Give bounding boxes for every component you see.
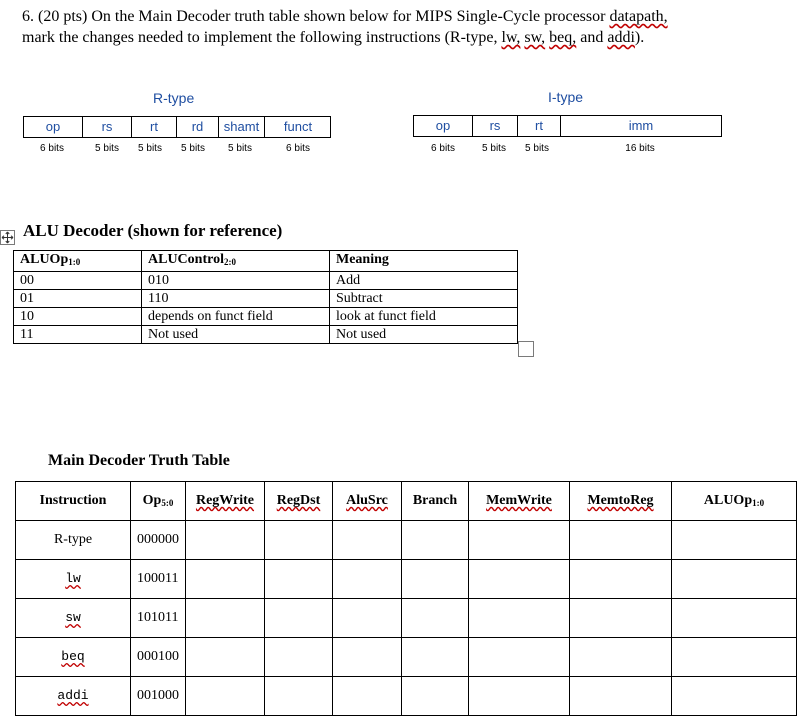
itype-field-rs: rs — [489, 118, 501, 133]
memwrite-cell[interactable] — [469, 599, 570, 638]
table-row — [14, 272, 518, 290]
opcode-cell: 100011 — [131, 560, 186, 599]
question-points: (20 pts) — [38, 8, 88, 25]
rtype-bits-rd: 5 bits — [181, 143, 205, 154]
regwrite-cell[interactable] — [186, 521, 265, 560]
memwrite-cell[interactable] — [469, 677, 570, 716]
regdst-cell[interactable] — [265, 521, 333, 560]
question-line1-text: On the Main Decoder truth table shown below for MIPS Single-Cycle processor — [91, 8, 606, 25]
memtoreg-cell[interactable] — [570, 677, 672, 716]
rtype-bits-rt: 5 bits — [138, 143, 162, 154]
itype-bits-rs: 5 bits — [482, 143, 506, 154]
alu-cell: 110 — [142, 290, 330, 308]
aluop-cell[interactable] — [672, 638, 797, 677]
regwrite-cell[interactable] — [186, 638, 265, 677]
instr-lw: lw, — [501, 29, 521, 46]
alu-cell: look at funct field — [330, 308, 518, 326]
rtype-bits-op: 6 bits — [40, 143, 64, 154]
alu-header-row — [14, 251, 518, 272]
rtype-bits-funct: 6 bits — [286, 143, 310, 154]
regdst-cell[interactable] — [265, 599, 333, 638]
regwrite-cell[interactable] — [186, 677, 265, 716]
rtype-field-shamt: shamt — [223, 119, 260, 134]
alusrc-cell[interactable] — [333, 599, 402, 638]
question-line2-text: mark the changes needed to implement the following instructions (R-type, — [22, 29, 498, 46]
alu-cell: Add — [330, 272, 518, 290]
table-row — [14, 290, 518, 308]
branch-cell[interactable] — [402, 677, 469, 716]
alusrc-cell[interactable] — [333, 677, 402, 716]
opcode-cell: 000000 — [131, 521, 186, 560]
aluop-cell[interactable] — [672, 677, 797, 716]
alu-cell: 10 — [14, 308, 142, 326]
itype-field-rt: rt — [535, 118, 543, 133]
table-row — [16, 599, 797, 638]
regdst-cell[interactable] — [265, 677, 333, 716]
instr-addi: addi — [607, 29, 635, 46]
rtype-field-funct: funct — [283, 119, 313, 134]
header-regdst: RegDst — [265, 482, 333, 521]
alu-cell: 11 — [14, 326, 142, 344]
regwrite-cell[interactable] — [186, 599, 265, 638]
instruction-cell: beq — [16, 638, 131, 677]
alu-decoder-table — [13, 250, 518, 344]
alusrc-cell[interactable] — [333, 638, 402, 677]
branch-cell[interactable] — [402, 560, 469, 599]
instr-beq: beq, — [549, 29, 577, 46]
memwrite-cell[interactable] — [469, 638, 570, 677]
opcode-cell: 101011 — [131, 599, 186, 638]
alu-cell: depends on funct field — [142, 308, 330, 326]
itype-bits-op: 6 bits — [431, 143, 455, 154]
regwrite-cell[interactable] — [186, 560, 265, 599]
aluop-cell[interactable] — [672, 560, 797, 599]
main-decoder-table — [15, 481, 797, 716]
table-row — [16, 677, 797, 716]
alu-cell: 01 — [14, 290, 142, 308]
memwrite-cell[interactable] — [469, 521, 570, 560]
alu-header-meaning: Meaning — [330, 251, 518, 272]
header-regwrite: RegWrite — [186, 482, 265, 521]
opcode-cell: 000100 — [131, 638, 186, 677]
aluop-cell[interactable] — [672, 521, 797, 560]
branch-cell[interactable] — [402, 638, 469, 677]
question-word-datapath: datapath, — [609, 8, 668, 25]
header-instruction: Instruction — [16, 482, 131, 521]
memwrite-cell[interactable] — [469, 560, 570, 599]
branch-cell[interactable] — [402, 599, 469, 638]
opcode-cell: 001000 — [131, 677, 186, 716]
memtoreg-cell[interactable] — [570, 560, 672, 599]
alu-cell: Subtract — [330, 290, 518, 308]
instr-sw: sw, — [524, 29, 546, 46]
instruction-cell: sw — [16, 599, 131, 638]
main-header-row — [16, 482, 797, 521]
rtype-field-op: op — [45, 119, 61, 134]
table-row — [16, 560, 797, 599]
rtype-field-rt: rt — [150, 119, 158, 134]
aluop-cell[interactable] — [672, 599, 797, 638]
alu-cell: Not used — [142, 326, 330, 344]
question-line-2 — [22, 27, 802, 48]
alu-header-aluop: ALUOp$_{1:0}$ — [14, 251, 142, 272]
memtoreg-cell[interactable] — [570, 521, 672, 560]
itype-title: I-type — [548, 89, 584, 105]
table-row — [14, 308, 518, 326]
rtype-title: R-type — [153, 90, 195, 106]
instruction-cell: R-type — [16, 521, 131, 560]
and-word: and — [580, 29, 604, 46]
itype-bits-imm: 16 bits — [625, 143, 655, 154]
memtoreg-cell[interactable] — [570, 599, 672, 638]
header-memwrite: MemWrite — [469, 482, 570, 521]
table-row — [14, 326, 518, 344]
question-text — [22, 6, 802, 48]
close-paren: ). — [634, 29, 645, 46]
header-ops: $Op_{5:0}$ — [131, 482, 186, 521]
table-move-handle-icon[interactable] — [0, 230, 15, 245]
rtype-bits-shamt: 5 bits — [228, 143, 252, 154]
itype-bits-rt: 5 bits — [525, 143, 549, 154]
rtype-field-rs: rs — [101, 119, 113, 134]
regdst-cell[interactable] — [265, 560, 333, 599]
question-line-1 — [22, 6, 802, 27]
alusrc-cell[interactable] — [333, 560, 402, 599]
table-row — [16, 638, 797, 677]
alu-decoder-title: ALU Decoder (shown for reference) — [23, 221, 283, 240]
alu-cell: 010 — [142, 272, 330, 290]
header-branch: Branch — [402, 482, 469, 521]
header-aluop: ALUOp$_{1:0}$ — [672, 482, 797, 521]
instruction-cell: lw — [16, 560, 131, 599]
branch-cell[interactable] — [402, 521, 469, 560]
rtype-format-box — [23, 116, 331, 138]
alu-cell: 00 — [14, 272, 142, 290]
header-memtoreg: MemtoReg — [570, 482, 672, 521]
question-number: 6. — [22, 8, 34, 25]
table-resize-handle[interactable] — [518, 341, 534, 357]
itype-field-op: op — [435, 118, 451, 133]
itype-field-imm: imm — [628, 118, 654, 133]
header-alusrc: AluSrc — [333, 482, 402, 521]
regdst-cell[interactable] — [265, 638, 333, 677]
memtoreg-cell[interactable] — [570, 638, 672, 677]
table-row — [16, 521, 797, 560]
rtype-bits-rs: 5 bits — [95, 143, 119, 154]
main-decoder-title: Main Decoder Truth Table — [48, 452, 230, 469]
rtype-field-rd: rd — [191, 119, 204, 134]
itype-format-box — [413, 115, 722, 137]
alusrc-cell[interactable] — [333, 521, 402, 560]
instruction-cell: addi — [16, 677, 131, 716]
alu-header-alucontrol: ALUControl$_{2:0}$ — [142, 251, 330, 272]
alu-cell: Not used — [330, 326, 518, 344]
